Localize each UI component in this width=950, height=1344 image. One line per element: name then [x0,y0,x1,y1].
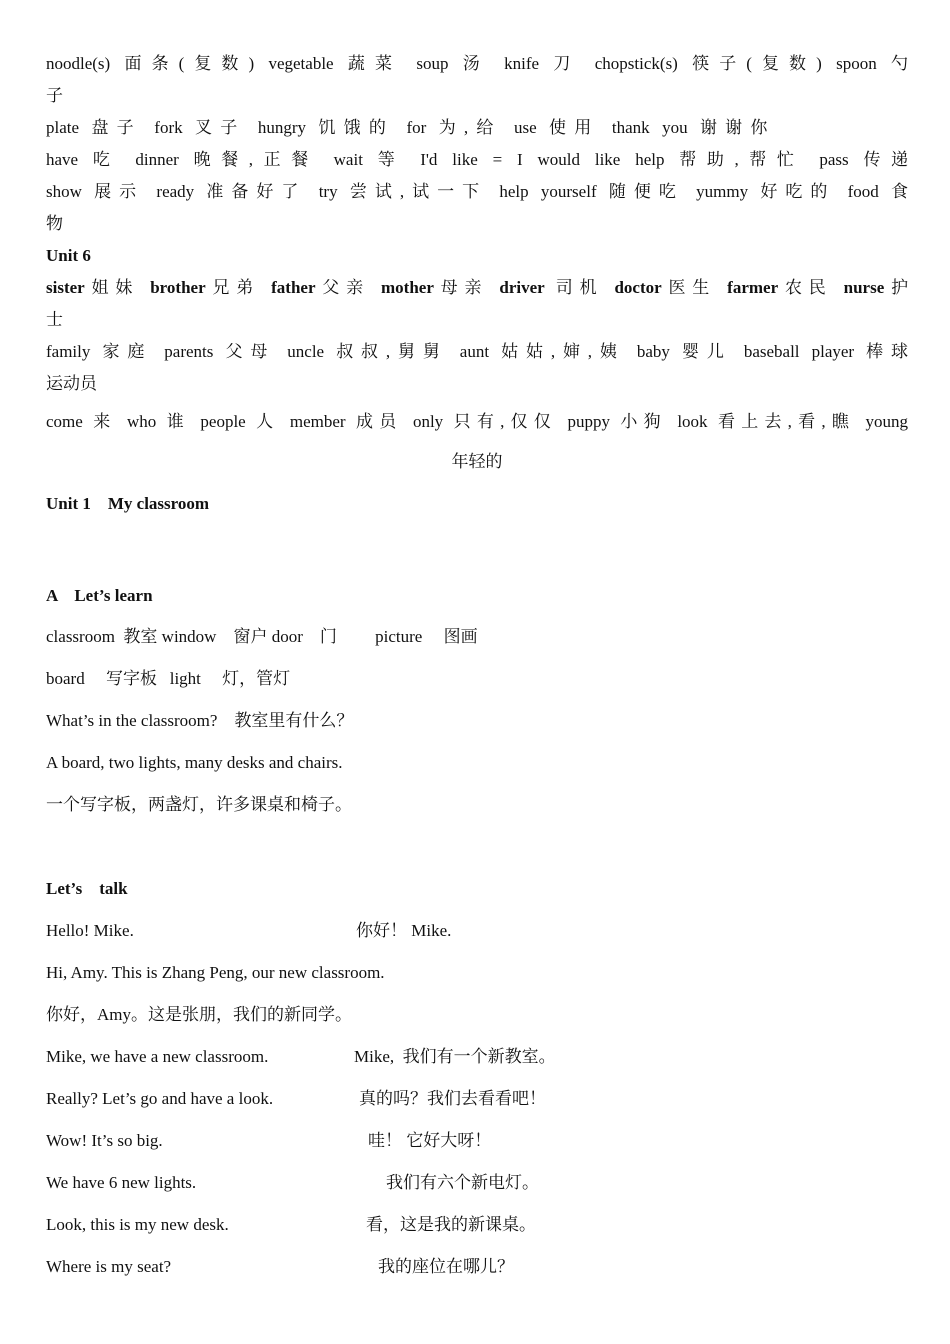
learn-answer-zh: 一个写字板，两盏灯，许多课桌和椅子。 [46,795,352,814]
vocab-wrap-centered: 年轻的 [451,452,503,471]
vocab-word: show 展示 [46,182,145,201]
unit6-heading: Unit 6 [46,246,91,265]
vocab-word: ready 准备好了 [156,182,307,201]
vocab-word: use 使用 [513,118,600,137]
vocab-word: noodle(s) 面条(复数) [46,54,255,73]
vocab-word: plate 盘子 [46,118,142,137]
vocab-wrap: 运动员 [46,374,97,393]
learn-answer-en: A board, two lights, many desks and chairs. [46,753,343,772]
vocab-word: have 吃 [46,150,121,169]
vocab-word: baby 婴儿 [636,342,732,361]
vocab-line-3 [46,144,908,176]
talk-line: Wow! It’s so big. 哇！ 它好大呀！ [46,1131,492,1150]
vocab-word: food 食 [847,182,909,201]
vocab-word: soup 汤 [416,54,490,73]
vocab-word: help yourself 随便吃 [499,182,684,201]
vocab-word: member 成员 [289,412,403,431]
vocab-word: knife 刀 [504,54,581,73]
vocab-word: hungry 饥饿的 [257,118,395,137]
vocab-word: parents 父母 [164,342,276,361]
learn-line-1: classroom 教室 window 窗户 door 门 picture 图画 [46,627,478,646]
vocab-word: try 尝试,试一下 [318,182,488,201]
vocab-word: uncle 叔叔,舅舅 [287,342,448,361]
unit6-line3 [46,406,908,438]
unit6-line2 [46,336,908,368]
vocab-line-2 [46,112,908,144]
talk-line: We have 6 new lights. 我们有六个新电灯。 [46,1173,539,1192]
learn-line-2: board 写字板 light 灯，管灯 [46,669,291,688]
vocab-wrap: 物 [46,214,63,233]
vocab-word: father父亲 [271,278,370,297]
talk-line: Hi, Amy. This is Zhang Peng, our new classroom. [46,963,385,982]
vocab-word: look 看上去,看,瞧 [677,412,856,431]
vocab-word: I'd like = I would like [420,150,621,169]
vocab-word: young [865,412,909,431]
talk-line: Look, this is my new desk. 看，这是我的新课桌。 [46,1215,536,1234]
vocab-word: family 家庭 [46,342,153,361]
unit6-bold-words [46,272,908,304]
talk-line: Really? Let’s go and have a look. 真的吗？我们去看看吧！ [46,1089,546,1108]
section-lets-talk: Let’s talk [46,879,128,898]
vocab-word: sister姐妹 [46,278,140,297]
vocab-word: dinner 晚餐,正餐 [135,150,319,169]
learn-question: What’s in the classroom? 教室里有什么？ [46,711,354,730]
vocab-word: puppy 小狗 [567,412,667,431]
vocab-word: pass 传递 [819,150,909,169]
vocab-word: for 为,给 [406,118,502,137]
talk-line: Hello! Mike. 你好！ Mike. [46,921,452,940]
vocab-word: farmer农民 [727,278,833,297]
vocab-word: doctor医生 [614,278,717,297]
vocab-word: brother兄弟 [150,278,261,297]
talk-line: Mike, we have a new classroom. Mike, 我们有一个新教室。 [46,1047,556,1066]
vocab-word: who 谁 [126,412,190,431]
vocab-word: spoon 勺 [836,54,909,73]
talk-line: Where is my seat? 我的座位在哪儿？ [46,1257,514,1276]
document-page [46,48,908,1288]
vocab-word: baseball player 棒球 [743,342,909,361]
vocab-word: nurse护 [843,278,909,297]
vocab-word: mother母亲 [381,278,489,297]
vocab-word: yummy 好吃的 [696,182,836,201]
vocab-word: driver 司机 [499,278,604,297]
unit1-heading: Unit 1 My classroom [46,494,210,513]
vocab-wrap: 子 [46,86,63,105]
vocab-word: thank you 谢谢你 [611,118,776,137]
vocab-word: vegetable 蔬菜 [268,54,403,73]
section-lets-learn: A Let’s learn [46,586,153,605]
vocab-line-1 [46,48,908,80]
vocab-word: only 只有,仅仅 [412,412,557,431]
vocab-word: wait 等 [333,150,406,169]
talk-line: 你好，Amy。这是张朋，我们的新同学。 [46,1005,352,1024]
vocab-word: aunt 姑姑,婶,姨 [459,342,625,361]
vocab-wrap: 士 [46,310,63,329]
vocab-word: people 人 [200,412,280,431]
vocab-word: help 帮助,帮忙 [635,150,805,169]
vocab-word: fork 叉子 [154,118,246,137]
vocab-line-4 [46,176,908,208]
vocab-word: come 来 [46,412,117,431]
vocab-word: chopstick(s) 筷子(复数) [594,54,822,73]
